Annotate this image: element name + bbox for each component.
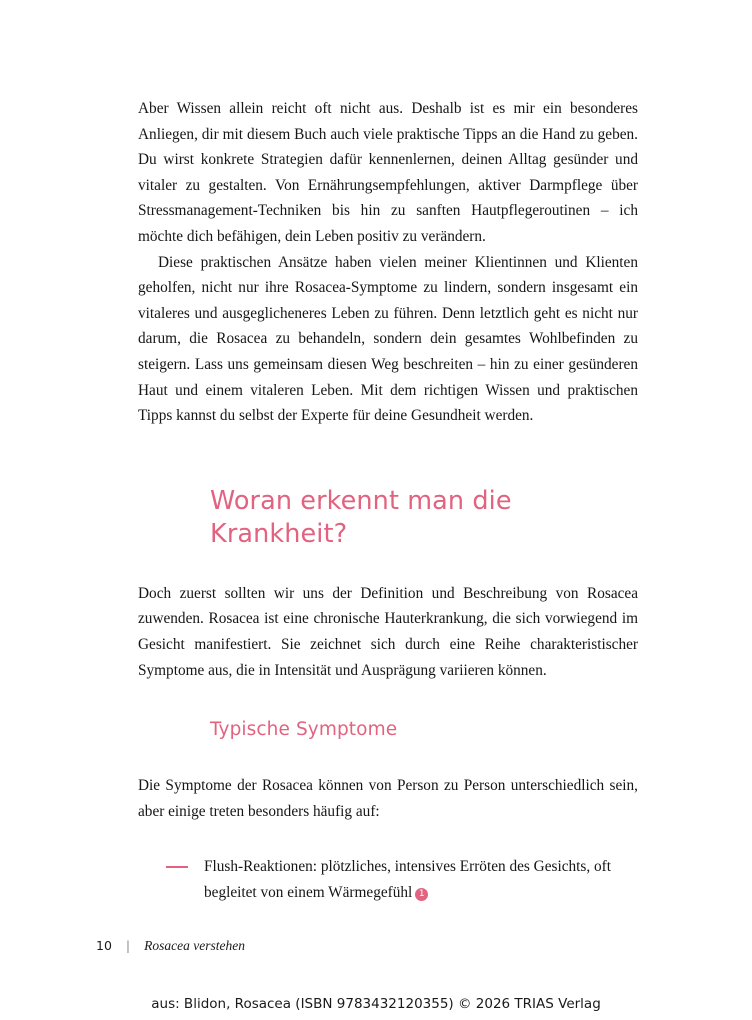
spacer-after-heading xyxy=(138,551,638,581)
sub-heading: Typische Symptome xyxy=(210,719,398,741)
dash-bullet-icon xyxy=(166,866,188,868)
section-heading: Woran erkennt man die Krankheit? xyxy=(210,485,512,549)
symptom-list xyxy=(138,854,638,905)
spacer-before-subheading xyxy=(138,683,638,717)
running-title: Rosacea verstehen xyxy=(144,938,245,953)
spacer-before-heading xyxy=(138,429,638,485)
footer-separator: | xyxy=(125,938,131,953)
section-heading-block xyxy=(138,485,638,551)
page-footer xyxy=(96,938,656,954)
sub-heading-block xyxy=(138,717,638,743)
footnote-marker-icon: 1 xyxy=(415,888,428,901)
paragraph-after-subheading: Die Symptome der Rosacea können von Person zu Person unterschiedlich sein, aber einige treten besonders häufig auf: xyxy=(138,777,638,820)
source-note: aus: Blidon, Rosacea (ISBN 9783432120355) © 2026 TRIAS Verlag xyxy=(151,996,601,1012)
paragraph-2: Diese praktischen Ansätze haben vielen meiner Klientinnen und Klienten geholfen, nicht nur ihre Rosacea-Symptome zu lindern, sondern insgesamt ein vitaleres und ausgeglicheneres Leben zu führen. Denn letztlich geht es nicht nur darum, die Rosacea zu behandeln, sondern dein gesamtes Wohlbefinden zu steigern. Lass uns gemeinsam diesen Weg beschreiten – hin zu einer gesünderen Haut und einem vitaleren Leben. Mit dem richtigen Wissen und praktischen Tipps kannst du selbst der Experte für deine Gesundheit werden. xyxy=(138,253,638,425)
spacer-before-list xyxy=(138,824,638,854)
page-number: 10 xyxy=(96,938,112,953)
page-content xyxy=(138,96,638,905)
paragraph-1: Aber Wissen allein reicht oft nicht aus. Deshalb ist es mir ein besonderes Anliegen, dir mit diesem Buch auch viele praktische Tipps an die Hand zu geben. Du wirst konkrete Strategien dafür kennenlernen, deinen Alltag gesünder und vitaler zu gestalten. Von Ernährungsempfehlungen, aktiver Darmpflege über Stressmanagement-Techniken bis hin zu sanften Hautpflegeroutinen – ich möchte dich befähigen, dein Leben positiv zu verändern. xyxy=(138,100,638,245)
paragraph-after-heading: Doch zuerst sollten wir uns der Definition und Beschreibung von Rosacea zuwenden. Rosacea ist eine chronische Hauterkrankung, die sich vorwiegend im Gesicht manifestiert. Sie zeichnet sich durch eine Reihe charakteristischer Symptome aus, die in Intensität und Ausprägung variieren können. xyxy=(138,584,638,679)
spacer-after-subheading xyxy=(138,743,638,773)
list-item xyxy=(138,854,638,905)
list-item-text: Flush-Reaktionen: plötzliches, intensives Erröten des Gesichts, oft begleitet von einem Wärmegefühl xyxy=(204,858,611,901)
